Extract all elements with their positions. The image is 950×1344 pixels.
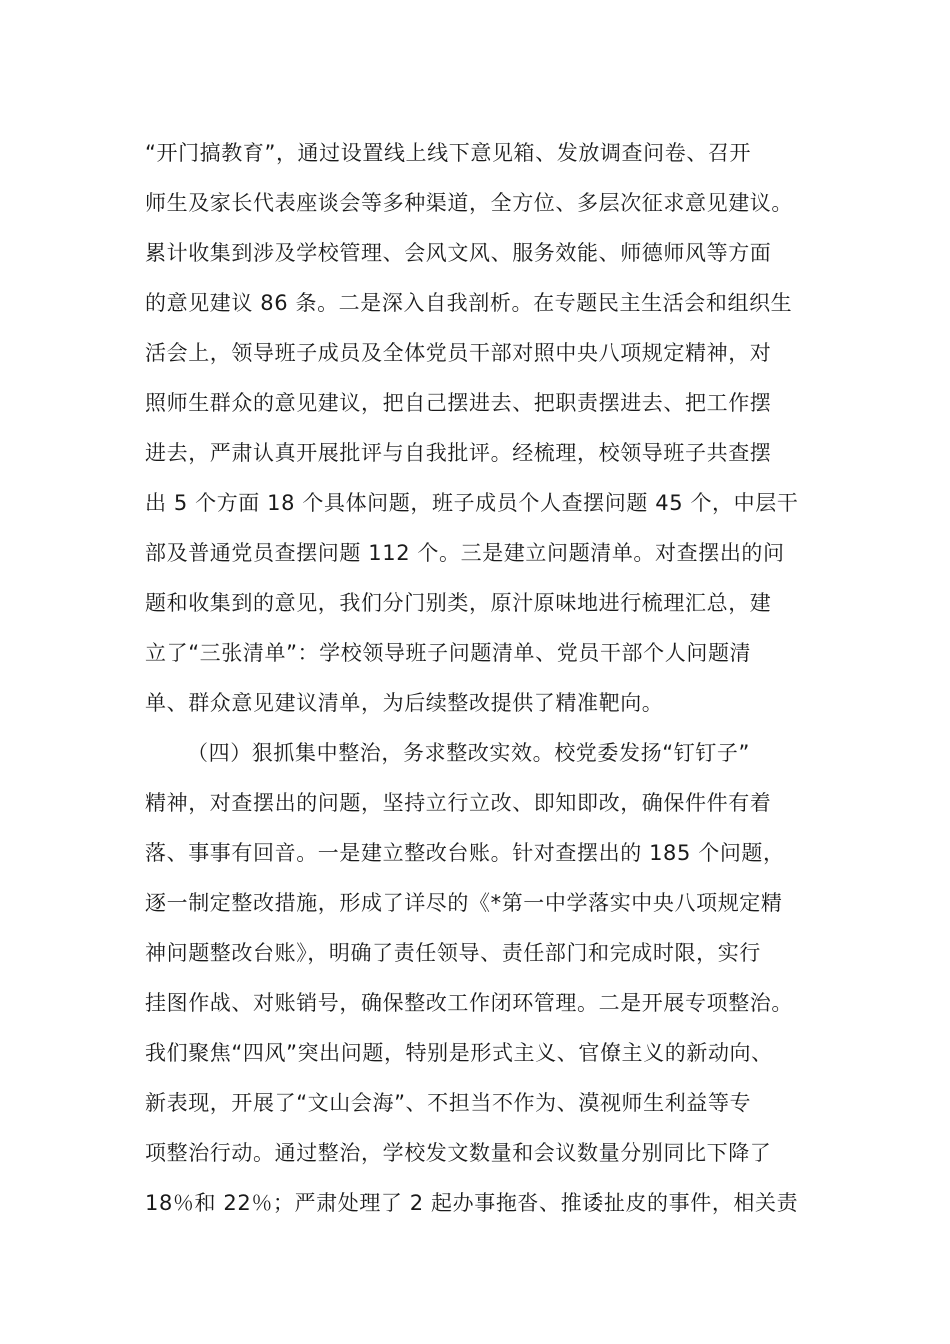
text-line: 逐一制定整改措施，形成了详尽的《*第一中学落实中央八项规定精 xyxy=(145,891,783,915)
text-line: 师生及家长代表座谈会等多种渠道，全方位、多层次征求意见建议。 xyxy=(145,191,793,215)
text-line: 的意见建议 86 条。二是深入自我剖析。在专题民主生活会和组织生 xyxy=(145,291,793,315)
text-line: 题和收集到的意见，我们分门别类，原汁原味地进行梳理汇总，建 xyxy=(145,591,772,615)
text-line: 新表现，开展了“文山会海”、不担当不作为、漠视师生利益等专 xyxy=(145,1091,752,1115)
text-line: 18％和 22％；严肃处理了 2 起办事拖沓、推诿扯皮的事件，相关责 xyxy=(145,1191,799,1215)
text-line: 进去，严肃认真开展批评与自我批评。经梳理，校领导班子共查摆 xyxy=(145,441,772,465)
text-line: 出 5 个方面 18 个具体问题，班子成员个人查摆问题 45 个，中层干 xyxy=(145,491,799,515)
text-line: 项整治行动。通过整治，学校发文数量和会议数量分别同比下降了 xyxy=(145,1141,772,1165)
text-line: 照师生群众的意见建议，把自己摆进去、把职责摆进去、把工作摆 xyxy=(145,391,772,415)
text-line: 累计收集到涉及学校管理、会风文风、服务效能、师德师风等方面 xyxy=(145,241,772,265)
text-line: 落、事事有回音。一是建立整改台账。针对查摆出的 185 个问题， xyxy=(145,841,785,865)
text-line: 神问题整改台账》，明确了责任领导、责任部门和完成时限，实行 xyxy=(145,941,761,965)
text-line: 单、群众意见建议清单，为后续整改提供了精准靶向。 xyxy=(145,691,664,715)
section-heading-line: （四）狠抓集中整治，务求整改实效。校党委发扬“钉钉子” xyxy=(187,741,750,765)
text-line: 部及普通党员查摆问题 112 个。三是建立问题清单。对查摆出的问 xyxy=(145,541,785,565)
text-line: 精神，对查摆出的问题，坚持立行立改、即知即改，确保件件有着 xyxy=(145,791,772,815)
text-line: “开门搞教育”，通过设置线上线下意见箱、发放调查问卷、召开 xyxy=(145,141,752,165)
text-line: 我们聚焦“四风”突出问题，特别是形式主义、官僚主义的新动向、 xyxy=(145,1041,773,1065)
text-line: 立了“三张清单”：学校领导班子问题清单、党员干部个人问题清 xyxy=(145,641,752,665)
text-line: 活会上，领导班子成员及全体党员干部对照中央八项规定精神，对 xyxy=(145,341,772,365)
text-line: 挂图作战、对账销号，确保整改工作闭环管理。二是开展专项整治。 xyxy=(145,991,793,1015)
